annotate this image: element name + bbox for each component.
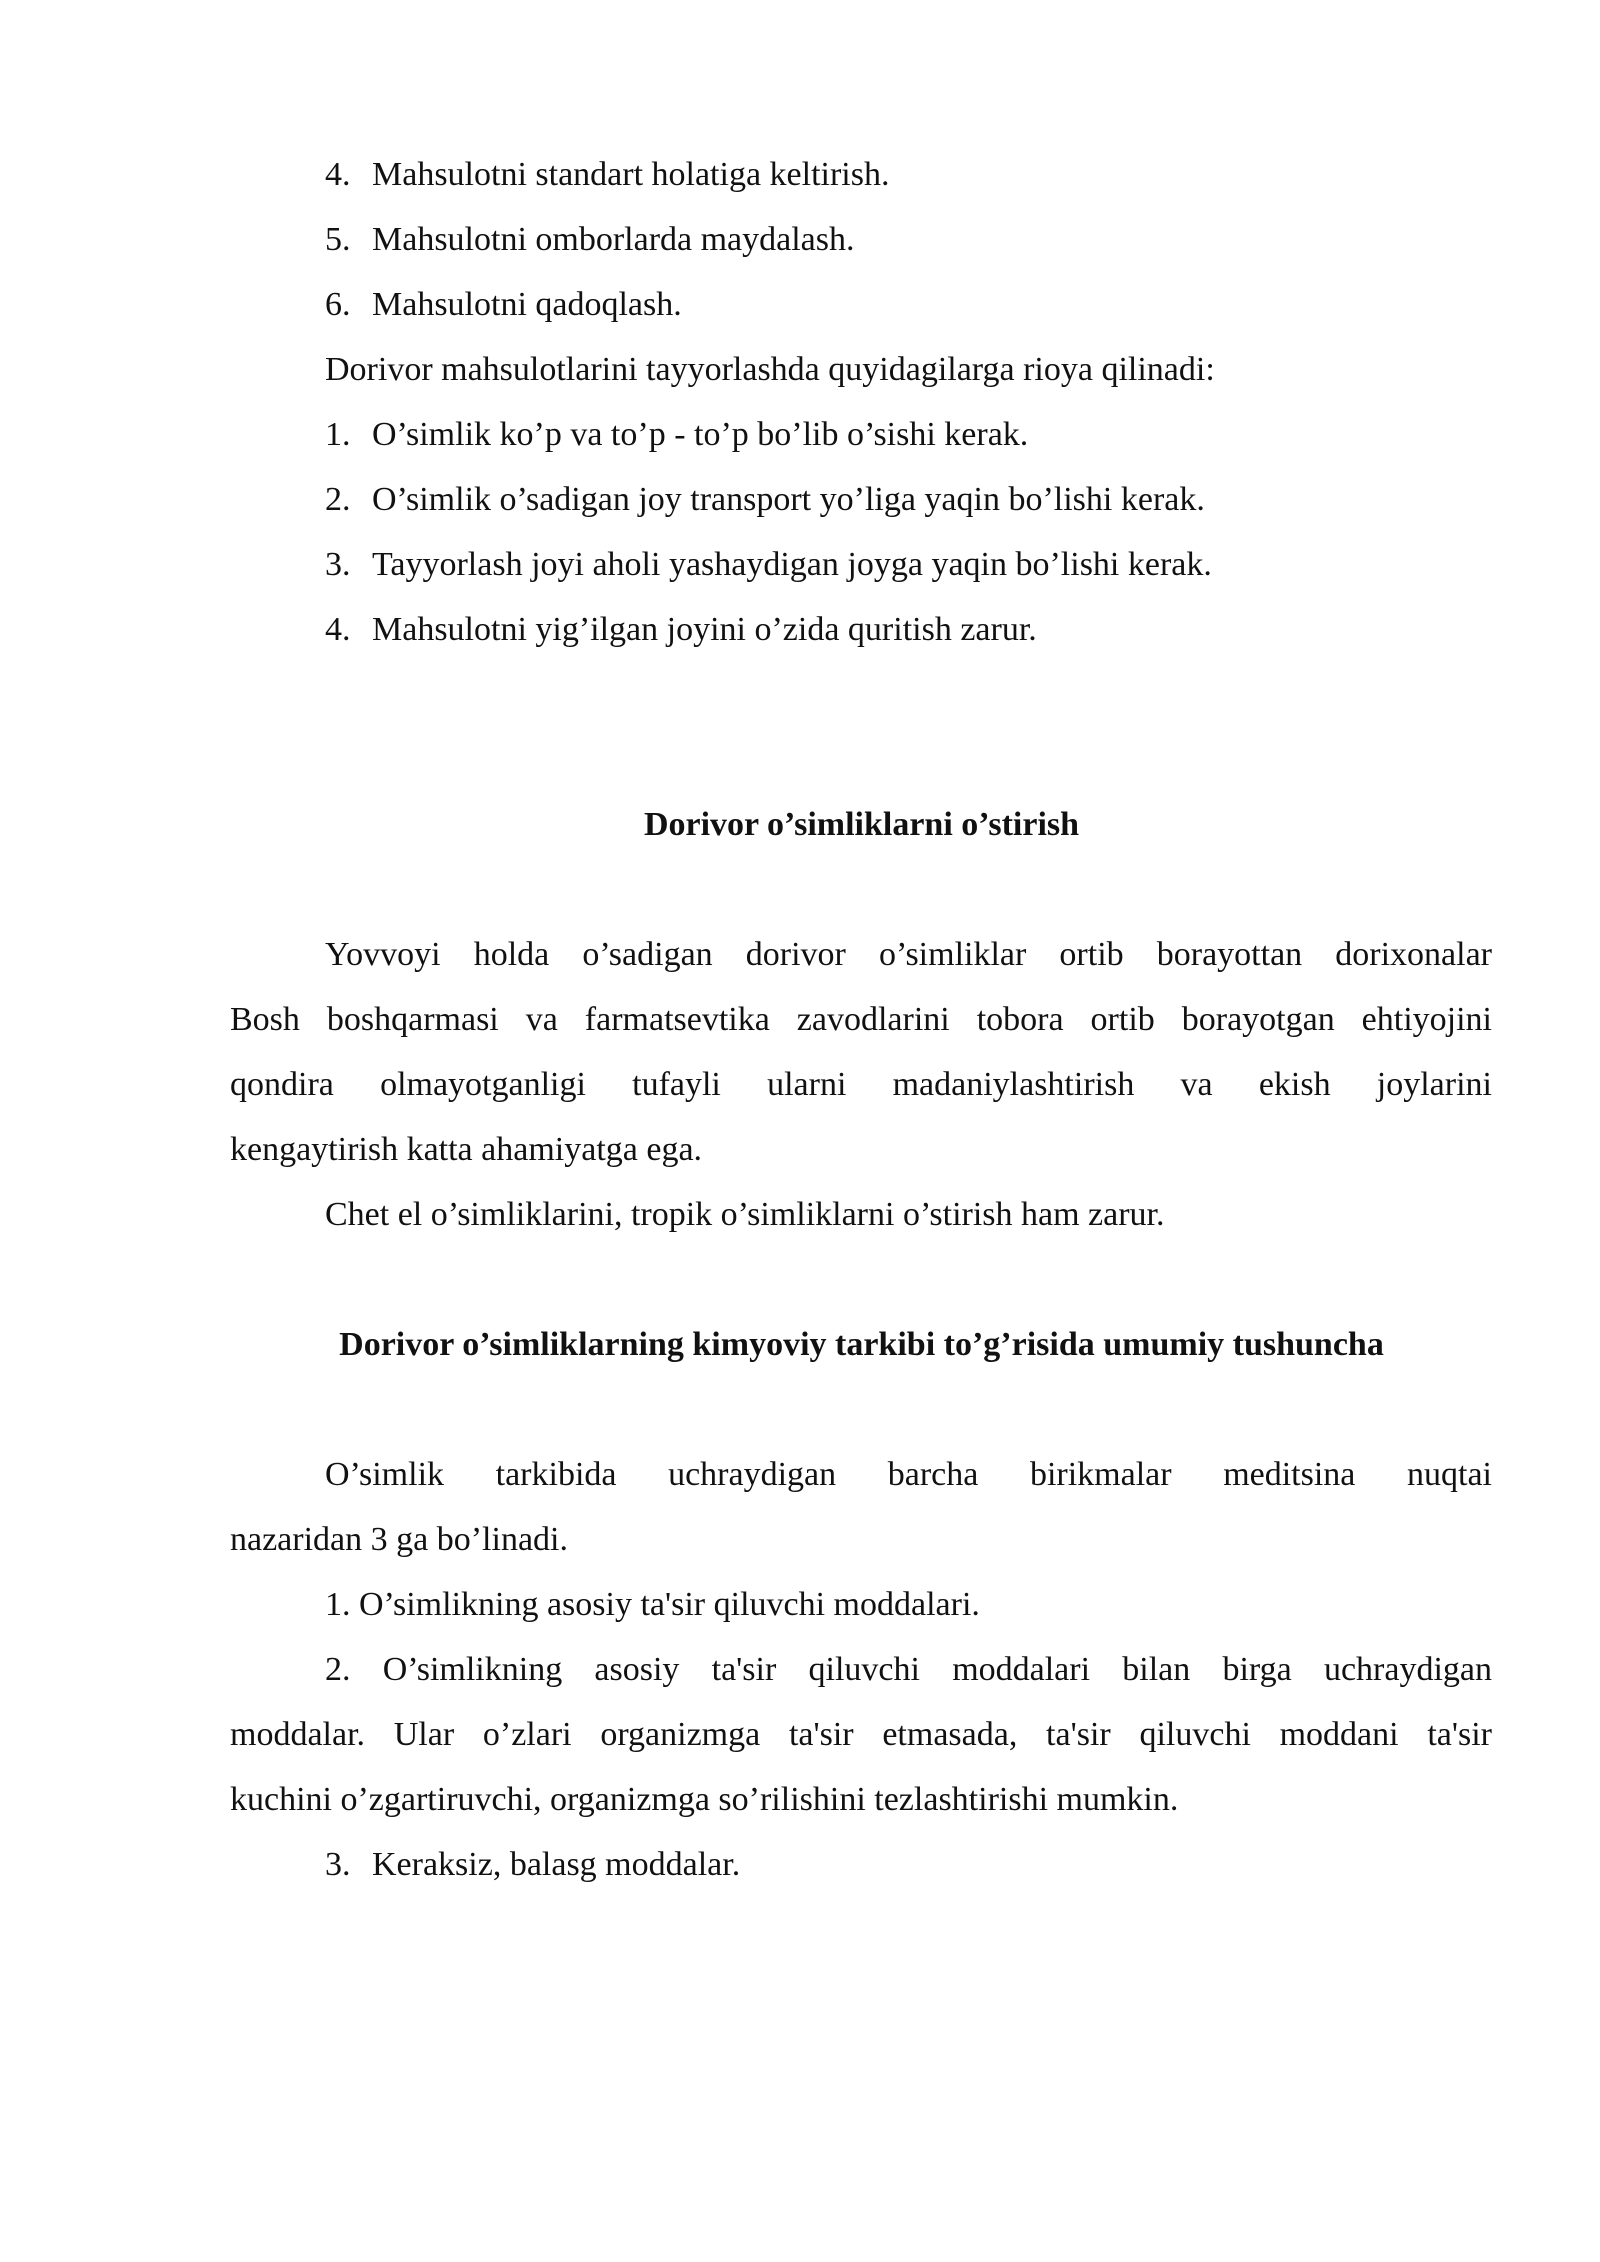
list-number: 2.	[325, 481, 351, 518]
paragraph-line: Bosh boshqarmasi va farmatsevtika zavodlarini tobora ortib borayotgan ehtiyojini	[230, 1001, 1492, 1038]
list-intro: Dorivor mahsulotlarini tayyorlashda quyidagilarga rioya qilinadi:	[325, 351, 1215, 388]
list-number: 5.	[325, 221, 351, 258]
list-number: 4.	[325, 611, 351, 648]
list-item	[325, 415, 1028, 455]
list-number: 6.	[325, 286, 351, 323]
list-item: 1. O’simlikning asosiy ta'sir qiluvchi moddalari.	[325, 1586, 980, 1623]
list-text: O’simlik ko’p va to’p - to’p bo’lib o’sishi kerak.	[372, 416, 1029, 453]
list-number: 3.	[325, 546, 351, 583]
list-text: Mahsulotni omborlarda maydalash.	[372, 221, 855, 258]
paragraph-line: qondira olmayotganligi tufayli ularni madaniylashtirish va ekish joylarini	[230, 1066, 1492, 1103]
list-text: O’simlik o’sadigan joy transport yo’liga yaqin bo’lishi kerak.	[372, 481, 1205, 518]
paragraph-line: moddalar. Ular o’zlari organizmga ta'sir etmasada, ta'sir qiluvchi moddani ta'sir	[230, 1716, 1492, 1753]
list-item	[325, 220, 855, 260]
list-text: Mahsulotni standart holatiga keltirish.	[372, 156, 890, 193]
section-heading: Dorivor o’simliklarning kimyoviy tarkibi to’g’risida umumiy tushuncha	[339, 1326, 1384, 1363]
list-text: Keraksiz, balasg moddalar.	[372, 1846, 741, 1883]
list-number: 1.	[325, 416, 351, 453]
list-text: Tayyorlash joyi aholi yashaydigan joyga yaqin bo’lishi kerak.	[372, 546, 1212, 583]
paragraph-line: nazaridan 3 ga bo’linadi.	[230, 1521, 568, 1558]
list-text: Mahsulotni qadoqlash.	[372, 286, 682, 323]
paragraph-line: O’simlik tarkibida uchraydigan barcha birikmalar meditsina nuqtai	[325, 1456, 1492, 1493]
list-item	[325, 610, 1037, 650]
list-item	[325, 285, 682, 325]
list-item	[325, 480, 1205, 520]
paragraph-line: Yovvoyi holda o’sadigan dorivor o’simliklar ortib borayottan dorixonalar	[325, 936, 1492, 973]
list-item	[325, 545, 1212, 585]
list-number: 4.	[325, 156, 351, 193]
paragraph-line: kengaytirish katta ahamiyatga ega.	[230, 1131, 703, 1168]
section-heading: Dorivor o’simliklarni o’stirish	[643, 806, 1080, 843]
list-item	[325, 155, 889, 195]
list-number: 3.	[325, 1846, 351, 1883]
paragraph-line: 2. O’simlikning asosiy ta'sir qiluvchi moddalari bilan birga uchraydigan	[325, 1651, 1492, 1688]
list-item	[325, 1845, 740, 1885]
paragraph-line: kuchini o’zgartiruvchi, organizmga so’rilishini tezlashtirishi mumkin.	[230, 1781, 1179, 1818]
paragraph: Chet el o’simliklarini, tropik o’simliklarni o’stirish ham zarur.	[325, 1196, 1165, 1233]
list-text: Mahsulotni yig’ilgan joyini o’zida quritish zarur.	[372, 611, 1037, 648]
